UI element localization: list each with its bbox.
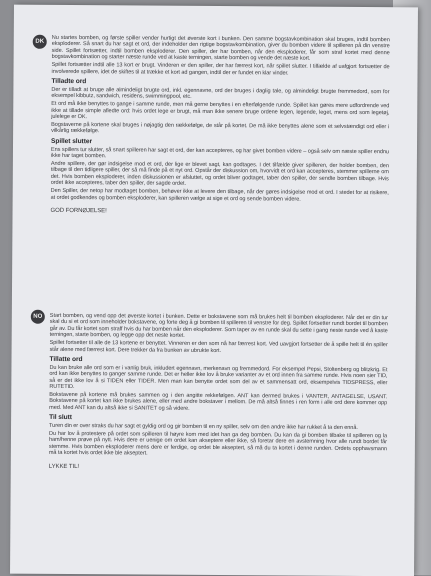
rules-page bbox=[10, 5, 418, 576]
closing-text: GOD FORNØJELSE! bbox=[50, 207, 107, 215]
paragraph: Der er tilladt at bruge alle almindeligt brugte ord, inkl. egennavne, ord der bruges i daglig tale, og almindeligt brugte fremmedord, som for eksempel kibbutz, sandwich, residens, swimmingpool, etc. bbox=[51, 86, 390, 101]
no-flag-badge: NO bbox=[31, 310, 45, 324]
paragraph: Nu startes bomben, og første spiller vender hurtigt det øverste kort i bunken. Den samme bogstavkombination skal bruges, indtil bomben eksploderer. Så snart du har sagt et ord, der indeholder den rigtige bogstavkombination, giver du bomben videre til spilleren på din venstre side. Spillet fortsætter, indtil bomben eksploderer. Den spiller, der har bomben, når den eksploderer, får som straf kortet med denne bogstavkombination og starter næste runde ved at kaste terningen, starte bomben og vende det næste kort. bbox=[51, 34, 390, 62]
paragraph: Bogstaverne på kortene skal bruges i nøjagtig den rækkefølge, de står på kortet. De må ikke benyttes alene som et selvstændigt ord eller i vilkårlig rækkefølge. bbox=[51, 121, 390, 135]
paragraph: Spillet fortsetter til alle de 13 kortene er benyttet. Vinneren er den som nå har færrest kort. Ved uavgjort fortsetter de å spille helt til én spiller står alene med færrest kort. Dere trekker da fra bunken av ubrukte kort. bbox=[49, 340, 388, 354]
paragraph: Start bomben, og vend opp det øverste kortet i bunken. Dette er bokstavene som må brukes helt til bomben eksploderer. Når det er din tur skal du si et ord som inneholder bokstavene, og forte deg å gi bomben til spilleren til venstre for deg. Spillet fortsetter rundt bordet til bomben går av. Du får kortet som straff hvis du har bomben når den eksploderer. Som taper av en runde skal du sette i gang neste runde ved å kaste terningen, starte bomben, og legge opp det neste kortet. bbox=[49, 312, 388, 340]
paragraph: Et ord må ikke benyttes to gange i samme runde, men må gerne benyttes i en efterfølgende runde. Spillet kan gøres mere udfordrende ved ikke at tillade simple afledte ord: hvis ordet lege er brugt, må man ikke senere bruge ordene legen, legende, leget, mens ord som legetøj, julelege er OK. bbox=[51, 101, 390, 121]
heading-game-end: Til slutt bbox=[49, 414, 72, 422]
paragraph: Spillet fortsætter indtil alle 13 kort er brugt. Vinderen er den spiller, der har færrest kort, når spillet slutter. I tilfælde af uafgjort fortsætter de involverede spillere, idet de skiftes til at trække et kort ad gangen, indtil der er fundet en klar vinder. bbox=[51, 62, 390, 77]
heading-game-end: Spillet slutter bbox=[51, 137, 92, 146]
heading-allowed-words: Tilladte ord bbox=[51, 77, 87, 86]
heading-allowed-words: Tillatte ord bbox=[49, 355, 83, 364]
paragraph: Ens spillers tur slutter, så snart spilleren har sagt et ord, der kan accepteres, og har givet bomben videre – også selv om næste spiller endnu ikke har taget bomben. bbox=[50, 146, 389, 160]
paragraph: Bokstavene på kortene må brukes sammen og i den angitte rekkefølgen. ANT kan dermed brukes i VANTER, ANTAGELSE, USANT. Bokstavene på kortet kan ikke brukes alene, eller med andre bokstaver i mellom. De må altså finnes i ren form i alle ord dere kommer opp med. Med ANT kan du altså ikke si SANITET og så videre. bbox=[49, 391, 388, 412]
dk-flag-badge: DK bbox=[33, 35, 47, 49]
norwegian-section bbox=[49, 313, 388, 475]
paragraph: Andre spillere, der gør indsigelse mod et ord, der lige er blevet sagt, kan godtages. I det tilfælde giver spilleren, der holder bomben, den tilbage til den tidligere spiller, der så må finde på et nyt ord. Opstår der diskussion om, hvorvidt et ord kan accepteres, stemmer spillerne om det. Hvis bomben eksploderer, inden diskussionen er afsluttet, og ordet bliver godtaget, taber den spiller, der sendte bomben tilbage. Hvis ordet ikke accepteres, taber den spiller, der sagde ordet. bbox=[50, 160, 389, 188]
paragraph: Den Spiller, der netop har modtaget bomben, behøver ikke at levere den tilbage, når der gøres indsigelse mod et ord. I stedet for at risikere, at ordet godkendes og bomben eksploderer, kan spilleren vælge at sige et ord og sende bomben videre. bbox=[50, 188, 389, 203]
paragraph: Du har lov å protestere på ordet som spilleren til høyre kom med idet han ga deg bomben. Du kan da gi bomben tilbake til spilleren og la ham/henne prøve på nytt. Hvis dere er uenige om ordet kan akseptere eller ikke, så foretar dere en avstemning hvor alle rundt bordet får stemme. Hvis bomben eksploderer mens dere er ferdige, og ordet ble akseptert, så må du ta kortet i denne runden. Ordets opphavsmann må ta kortet hvis ordet ikke ble akseptert. bbox=[48, 430, 388, 457]
paragraph: Turen din er over straks du har sagt et gyldig ord og gir bomben til en ny spiller, selv om den andre ikke har rukket å ta den ennå. bbox=[49, 422, 358, 431]
danish-section bbox=[51, 35, 390, 219]
closing-text: LYKKE TIL! bbox=[48, 463, 80, 470]
paragraph: Du kan bruke alle ord som er i vanlig bruk, inkludert egennavn, merkenavn og fremmedord. For eksempel Pepsi, Stoltenberg og blitzkrig. Et ord kan ikke benyttes to ganger samme runde. Det er heller ikke lov å bruke varianter av et ord innen fra samme runde. Hvis noen sier TID, så er det ikke lov å si TIDEN eller TIDER. Men man kan benytte ordet som del av et sammensatt ord, eksempelvis TIDSPRESS, eller RUTETID. bbox=[49, 364, 388, 391]
